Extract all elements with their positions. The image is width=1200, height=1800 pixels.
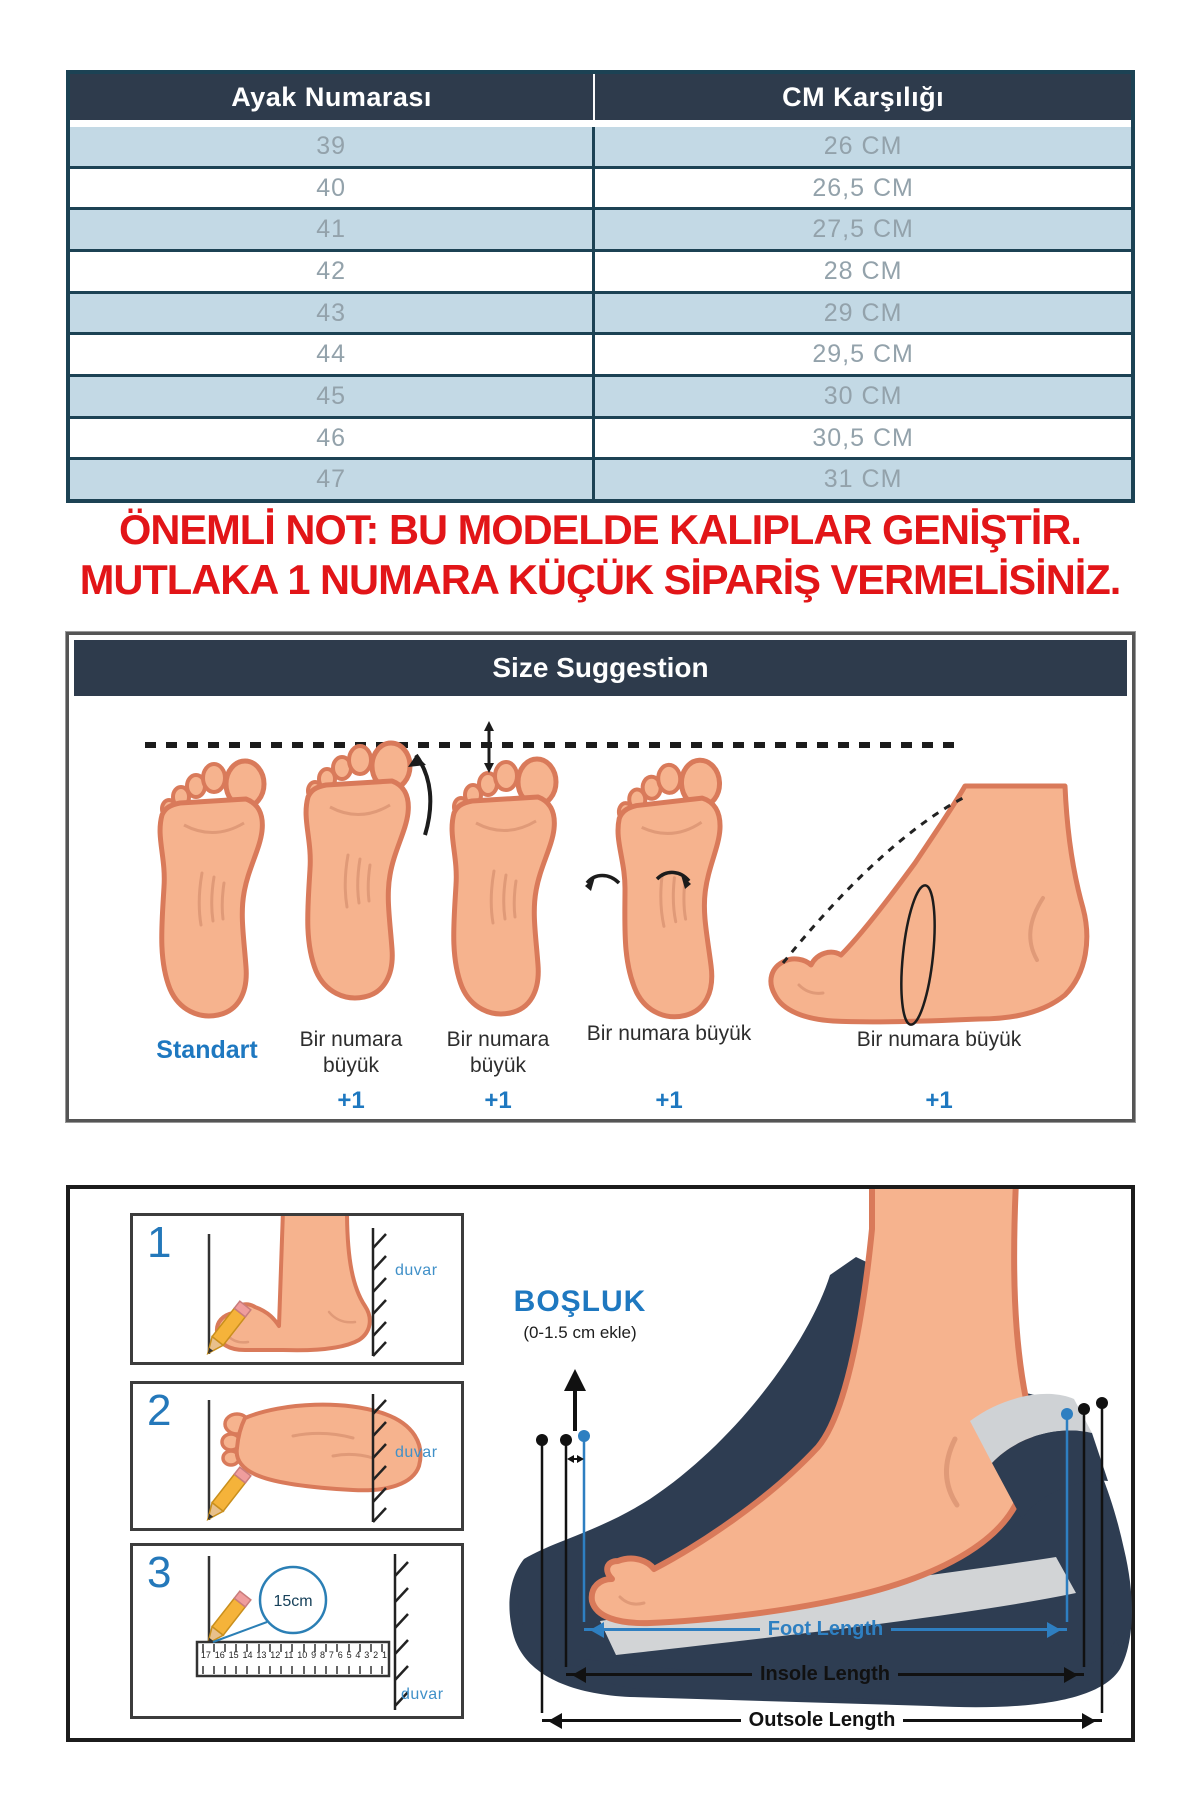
table-row — [70, 207, 1131, 249]
size-table — [66, 70, 1135, 503]
insole-length-label: Insole Length — [760, 1662, 890, 1685]
outsole-length-label: Outsole Length — [748, 1708, 896, 1731]
cell-cm: 31 CM — [823, 465, 903, 494]
important-note-line2: MUTLAKA 1 NUMARA KÜÇÜK SİPARİŞ VERMELİSİNİZ. — [79, 556, 1121, 603]
gap-title: BOŞLUK — [513, 1285, 647, 1318]
plus-one-1: +1 — [337, 1087, 365, 1114]
foot-wide-icon — [614, 759, 731, 1019]
label-bigger-1: Bir numara büyük — [299, 1028, 403, 1077]
table-header-gap — [70, 120, 1131, 127]
plus-one-3: +1 — [655, 1087, 683, 1114]
cell-cm: 29 CM — [823, 298, 903, 327]
cell-cm: 30,5 CM — [812, 423, 914, 452]
cell-cm: 29,5 CM — [812, 340, 914, 369]
step-box-3 — [130, 1543, 464, 1719]
foot-long-toe-icon — [306, 743, 410, 998]
side-foot-girth-icon — [771, 786, 1087, 1026]
label-bigger-2: Bir numara büyük — [446, 1028, 550, 1077]
ruler-badge: 15cm — [273, 1593, 313, 1610]
important-note-line1: ÖNEMLİ NOT: BU MODELDE KALIPLAR GENİŞTİR. — [119, 506, 1081, 553]
arrow-left-icon — [584, 1628, 760, 1631]
cell-size: 42 — [70, 252, 595, 291]
step-box-2 — [130, 1381, 464, 1531]
cell-cm: 26 CM — [823, 131, 903, 160]
plus-one-2: +1 — [484, 1087, 512, 1114]
arrow-right-icon — [903, 1719, 1102, 1722]
foot-standard-icon — [160, 761, 264, 1016]
cell-size: 45 — [70, 377, 595, 416]
arrow-left-icon — [542, 1719, 741, 1722]
cell-size: 41 — [70, 210, 595, 249]
step-number-1: 1 — [147, 1218, 172, 1267]
outsole-length-row — [542, 1707, 1102, 1733]
arrow-right-icon — [898, 1673, 1084, 1676]
table-row — [70, 457, 1131, 499]
cell-size: 47 — [70, 460, 595, 499]
cell-size: 44 — [70, 335, 595, 374]
cell-cm: 28 CM — [823, 256, 903, 285]
cell-cm: 26,5 CM — [812, 173, 914, 202]
ruler-numbers: 17 16 15 14 13 12 11 10 9 8 7 6 5 4 3 2 1 — [200, 1650, 388, 1660]
label-bigger-3: Bir numara büyük — [586, 1022, 752, 1045]
cell-size: 46 — [70, 419, 595, 458]
insole-length-row — [566, 1661, 1084, 1687]
wall-label-1: duvar — [395, 1262, 438, 1279]
step-number-3: 3 — [147, 1548, 172, 1597]
table-row — [70, 291, 1131, 333]
table-body — [70, 127, 1131, 499]
measuring-guide-panel — [66, 1185, 1135, 1742]
table-row — [70, 332, 1131, 374]
feet-illustration — [79, 715, 1124, 1045]
table-header-cm: CM Karşılığı — [782, 81, 945, 112]
size-suggestion-panel — [66, 632, 1135, 1122]
cell-size: 39 — [70, 127, 595, 166]
step-box-1 — [130, 1213, 464, 1365]
plus-one-4: +1 — [925, 1087, 953, 1114]
wall-label-3: duvar — [401, 1686, 444, 1703]
label-bigger-4: Bir numara büyük — [856, 1028, 1022, 1051]
cell-cm: 30 CM — [823, 381, 903, 410]
wall-label-2: duvar — [395, 1444, 438, 1461]
foot-gap-icon — [452, 759, 556, 1014]
foot-length-row — [584, 1616, 1067, 1642]
cell-cm: 27,5 CM — [812, 215, 914, 244]
table-row — [70, 416, 1131, 458]
label-standart: Standart — [156, 1036, 258, 1064]
gap-subtitle: (0-1.5 cm ekle) — [523, 1323, 637, 1342]
table-row — [70, 374, 1131, 416]
foot-length-label: Foot Length — [767, 1617, 884, 1640]
table-header-row — [70, 74, 1131, 120]
arrow-left-icon — [566, 1673, 752, 1676]
table-row — [70, 249, 1131, 291]
cell-size: 43 — [70, 294, 595, 333]
step-number-2: 2 — [147, 1386, 172, 1435]
table-row — [70, 127, 1131, 166]
step1-illustration — [133, 1216, 461, 1362]
size-suggestion-title: Size Suggestion — [74, 640, 1127, 696]
table-row — [70, 166, 1131, 208]
cell-size: 40 — [70, 169, 595, 208]
table-header-size: Ayak Numarası — [70, 74, 595, 120]
arrow-right-icon — [891, 1628, 1067, 1631]
